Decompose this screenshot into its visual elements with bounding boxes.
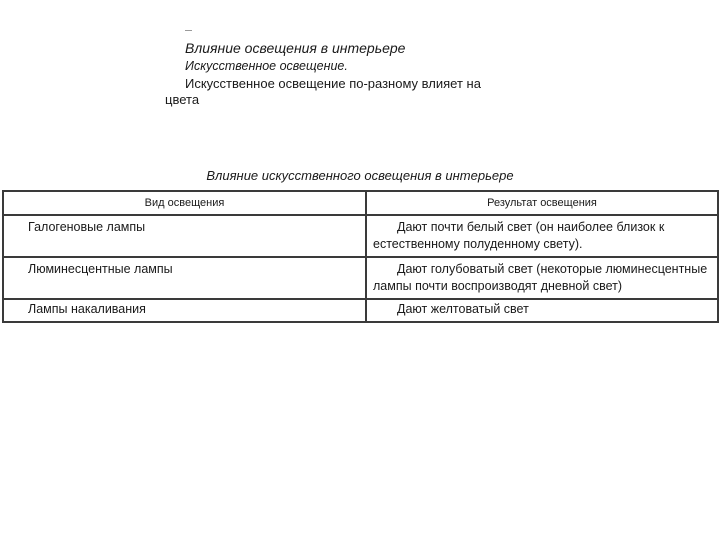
cell-lighting-type: Галогеновые лампы — [3, 215, 366, 257]
decorative-dash — [185, 30, 192, 31]
column-header-type: Вид освещения — [3, 191, 366, 215]
intro-paragraph: Искусственное освещение по-разному влияет на цвета — [165, 76, 481, 107]
cell-lighting-result: Дают голубоватый свет (некоторые люминесцентные лампы почти воспроизводят дневной свет) — [366, 257, 718, 299]
table-row — [3, 215, 718, 257]
cell-lighting-result: Дают почти белый свет (он наиболее близок к естественному полуденному свету). — [366, 215, 718, 257]
lighting-table — [2, 190, 719, 323]
table-header-row — [3, 191, 718, 215]
table-row — [3, 299, 718, 322]
cell-lighting-type: Люминесцентные лампы — [3, 257, 366, 299]
cell-lighting-type: Лампы накаливания — [3, 299, 366, 322]
cell-lighting-result: Дают желтоватый свет — [366, 299, 718, 322]
table-row — [3, 257, 718, 299]
section-heading: Влияние освещения в интерьере — [185, 40, 406, 56]
table-caption: Влияние искусственного освещения в интерьере — [206, 168, 514, 183]
column-header-result: Результат освещения — [366, 191, 718, 215]
section-subheading: Искусственное освещение. — [185, 59, 348, 73]
